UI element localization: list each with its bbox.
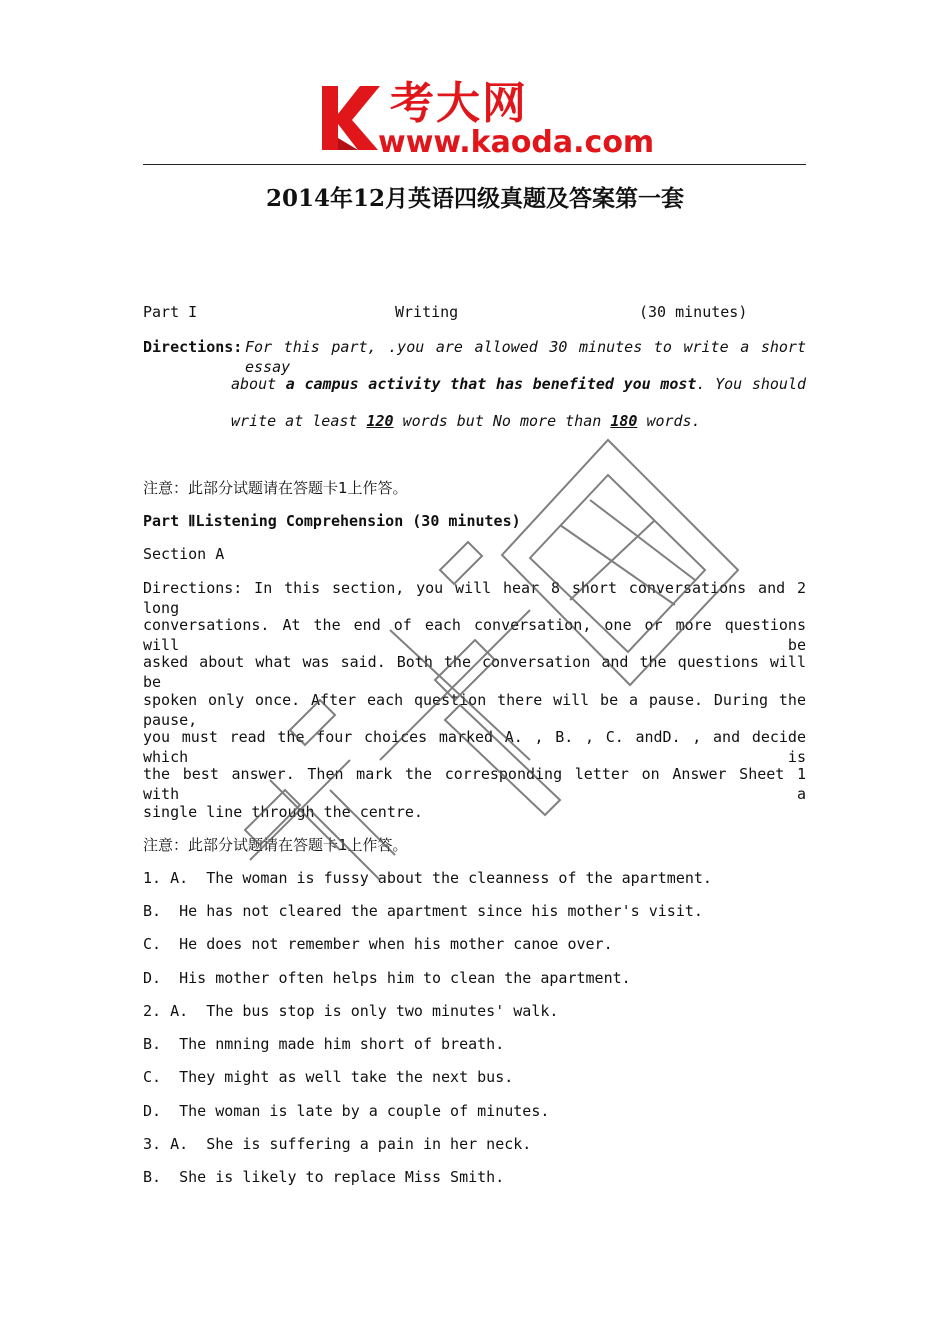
part1-directions-line2: about a campus activity that has benefited you most. You should — [231, 375, 807, 393]
part2-note: 注意：此部分试题请在答题卡1上作答。 — [143, 836, 408, 854]
question-option: C. He does not remember when his mother canoe over. — [143, 935, 613, 953]
part2-directions-line: conversations. At the end of each conversation, one or more questions will be — [143, 616, 806, 654]
part2-directions-line: asked about what was said. Both the conversation and the questions will be — [143, 653, 806, 691]
part2-heading: Part ⅡListening Comprehension (30 minutes) — [143, 512, 521, 530]
part1-section: Writing — [395, 303, 459, 321]
part1-directions-line3: write at least 120 words but No more than 180 words. — [231, 412, 701, 430]
question-option: 3. A. She is suffering a pain in her neck. — [143, 1135, 532, 1153]
question-option: 1. A. The woman is fussy about the cleanness of the apartment. — [143, 869, 712, 887]
question-option: 2. A. The bus stop is only two minutes' walk. — [143, 1002, 559, 1020]
kaoda-logo — [318, 78, 655, 160]
question-option: D. The woman is late by a couple of minutes. — [143, 1102, 550, 1120]
question-option: C. They might as well take the next bus. — [143, 1068, 514, 1086]
part1-time: (30 minutes) — [639, 303, 748, 321]
question-option: B. He has not cleared the apartment since his mother's visit. — [143, 902, 703, 920]
logo-brand-cn: 考大网 — [390, 78, 528, 129]
essay-topic: a campus activity that has benefited you most — [285, 375, 697, 393]
part2-section: Section A — [143, 545, 225, 563]
min-words: 120 — [366, 412, 394, 430]
page-title: 2014年12月英语四级真题及答案第一套 — [265, 185, 685, 212]
part1-directions-line1: For this part, .you are allowed 30 minutes to write a short essay — [245, 338, 806, 376]
max-words: 180 — [610, 412, 638, 430]
question-option: B. She is likely to replace Miss Smith. — [143, 1168, 505, 1186]
part2-directions-line: Directions: In this section, you will hear 8 short conversations and 2 long — [143, 579, 806, 617]
part2-directions-line: spoken only once. After each question there will be a pause. During the pause, — [143, 691, 806, 729]
header-divider — [143, 164, 806, 165]
logo-url: www.kaoda.com — [378, 125, 655, 160]
part2-directions-last: single line through the centre. — [143, 803, 423, 821]
part2-directions-line: the best answer. Then mark the corresponding letter on Answer Sheet 1 with a — [143, 765, 806, 803]
question-option: B. The nmning made him short of breath. — [143, 1035, 505, 1053]
part1-heading — [143, 302, 197, 322]
part1-label: Part I — [143, 303, 198, 321]
part2-directions-line: you must read the four choices marked A. , B. , C. andD. , and decide which is — [143, 728, 806, 766]
part1-directions-label: Directions: — [143, 338, 243, 356]
question-option: D. His mother often helps him to clean the apartment. — [143, 969, 631, 987]
part1-note: 注意：此部分试题请在答题卡1上作答。 — [143, 479, 408, 497]
